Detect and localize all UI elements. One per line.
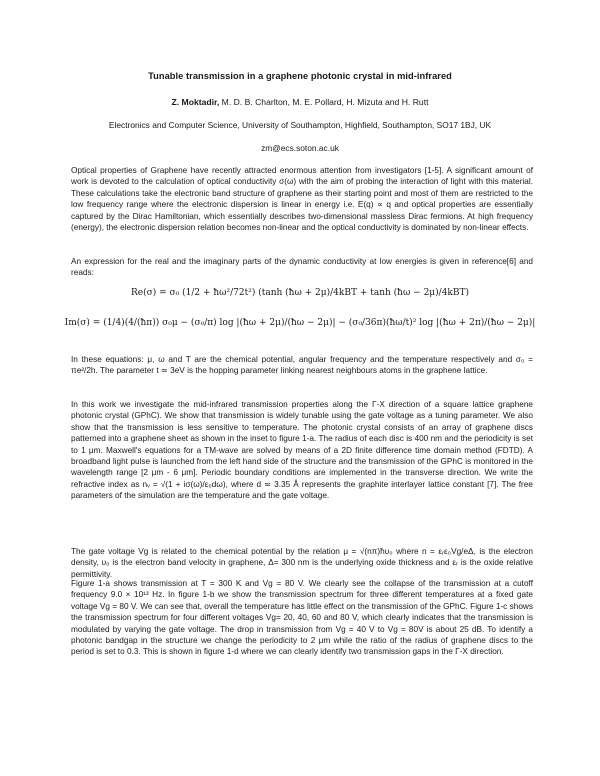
paper-title: Tunable transmission in a graphene photonic crystal in mid-infrared: [148, 71, 452, 81]
paragraph-intro: [71, 165, 533, 233]
lead-author: Z. Moktadir,: [171, 97, 220, 107]
paragraph-text: Figure 1-a shows transmission at T = 300 K and Vg = 80 V. We clearly see the collapse of the transmission at a cutoff frequency 9.0 × 10¹³ Hz. In figure 1-b we show the transmission spectrum for three different temperatures at a fixed gate voltage Vg = 80 V. We can see that, overall the temperature has little effect on the transmission of the GPhC. Figure 1-c shows the transmission spectrum for four different voltages Vg= 20, 40, 60 and 80 V, which clearly indicates that the transmission is modulated by varying the gate voltage. The drop in transmission from Vg = 40 V to Vg = 80V is about 25 dB. To identify a photonic bandgap in the structure we change the periodicity to 2 μm while the ratio of the radius of graphene discs to the period is set to 0.3. This is shown in figure 1-d where we can clearly identify two transmission gaps in the Γ-X direction.: [71, 579, 533, 657]
paragraph-method: [71, 399, 533, 502]
paragraph-results: [71, 578, 533, 658]
equation-text: Re(σ) = σ₀ (1/2 + ħω²/72t²) (tanh (ħω + 2μ)/4kBT + tanh (ħω − 2μ)/4kBT): [130, 288, 470, 298]
co-authors: M. D. B. Charlton, M. E. Pollard, H. Mizuta and H. Rutt: [219, 97, 429, 107]
paragraph-gate-voltage: [71, 546, 533, 580]
paragraph-text: In this work we investigate the mid-infrared transmission properties along the Γ-X direction of a square lattice graphene photonic crystal (GPhC). We show that transmission is widely tunable using the gate voltage as a tuning parameter. We also show that the transmission is less sensitive to temperature. The photonic crystal consists of an array of graphene discs patterned into a graphene sheet as shown in the inset to figure 1-a. The radius of each disc is 400 nm and the periodicity is set to 1 μm. Maxwell's equations for a TM-wave are solved by means of a 2D finite difference time domain method (FDTD). A broadband light pulse is launched from the left hand side of the structure and the transmission of the GPhC is monitored in the wavelength range [2 μm - 6 μm]. Periodic boundary conditions are implemented in the transverse direction. We write the refractive index as nᵥ = √(1 + iσ(ω)/ε₀dω), where d ≃ 3.35 Å represents the graphite interlayer lattice constant [7]. The free parameters of the simulation are the temperature and the gate voltage.: [71, 400, 533, 501]
paragraph-text: An expression for the real and the imaginary parts of the dynamic conductivity at low energies is given in reference[6] and reads:: [71, 257, 533, 278]
author-email: zm@ecs.soton.ac.uk: [261, 143, 339, 153]
affiliation: Electronics and Computer Science, University of Southampton, Highfield, Southampton, SO17 1BJ, UK: [108, 120, 492, 130]
paragraph-equation-terms: [71, 354, 533, 377]
paragraph-text: The gate voltage Vg is related to the chemical potential by the relation μ = √(nπ)ħυ₀ where n = εᵣε₀Vg/eΔ, is the electron density, υ₀ is the electron band velocity in graphene, Δ= 300 nm is the underlying oxide thickness and εᵣ is the oxide relative permittivity.: [71, 547, 533, 579]
paragraph-expression: [71, 256, 533, 279]
author-list: [0, 97, 600, 107]
paragraph-text: Optical properties of Graphene have recently attracted enormous attention from investigators [1-5]. A significant amount of work is devoted to the calculation of optical conductivity σ(ω) with the aim of probing the interaction of light with this material. These calculations take the electronic band structure of graphene as their starting point and most of them are restricted to the low frequency range where the electronic dispersion is linear in energy i.e. E(q) ∝ q and optical properties are essentially captured by the Dirac Hamiltonian, which essentially describes two-dimensional massless Dirac fermions. At high frequency (energy), the electronic dispersion relation becomes non-linear and the optical conductivity is dominated by non-linear effects.: [71, 166, 533, 233]
paragraph-text: In these equations: μ, ω and T are the chemical potential, angular frequency and the temperature respectively and σ₀ = πe²/2h. The parameter t ≃ 3eV is the hopping parameter linking nearest neighbours atoms in the graphene lattice.: [71, 355, 533, 376]
equation-real-part: [0, 288, 600, 298]
equation-text: Im(σ) = (1/4)(4/(ħπ)) σ₀μ − (σ₀/π) log |(ħω + 2μ)/(ħω − 2μ)| − (σ₀/36π)(ħω/t)² log |(ħω + 2π)/(ħω − 2μ)|: [64, 318, 536, 328]
equation-imag-part: [0, 318, 600, 328]
